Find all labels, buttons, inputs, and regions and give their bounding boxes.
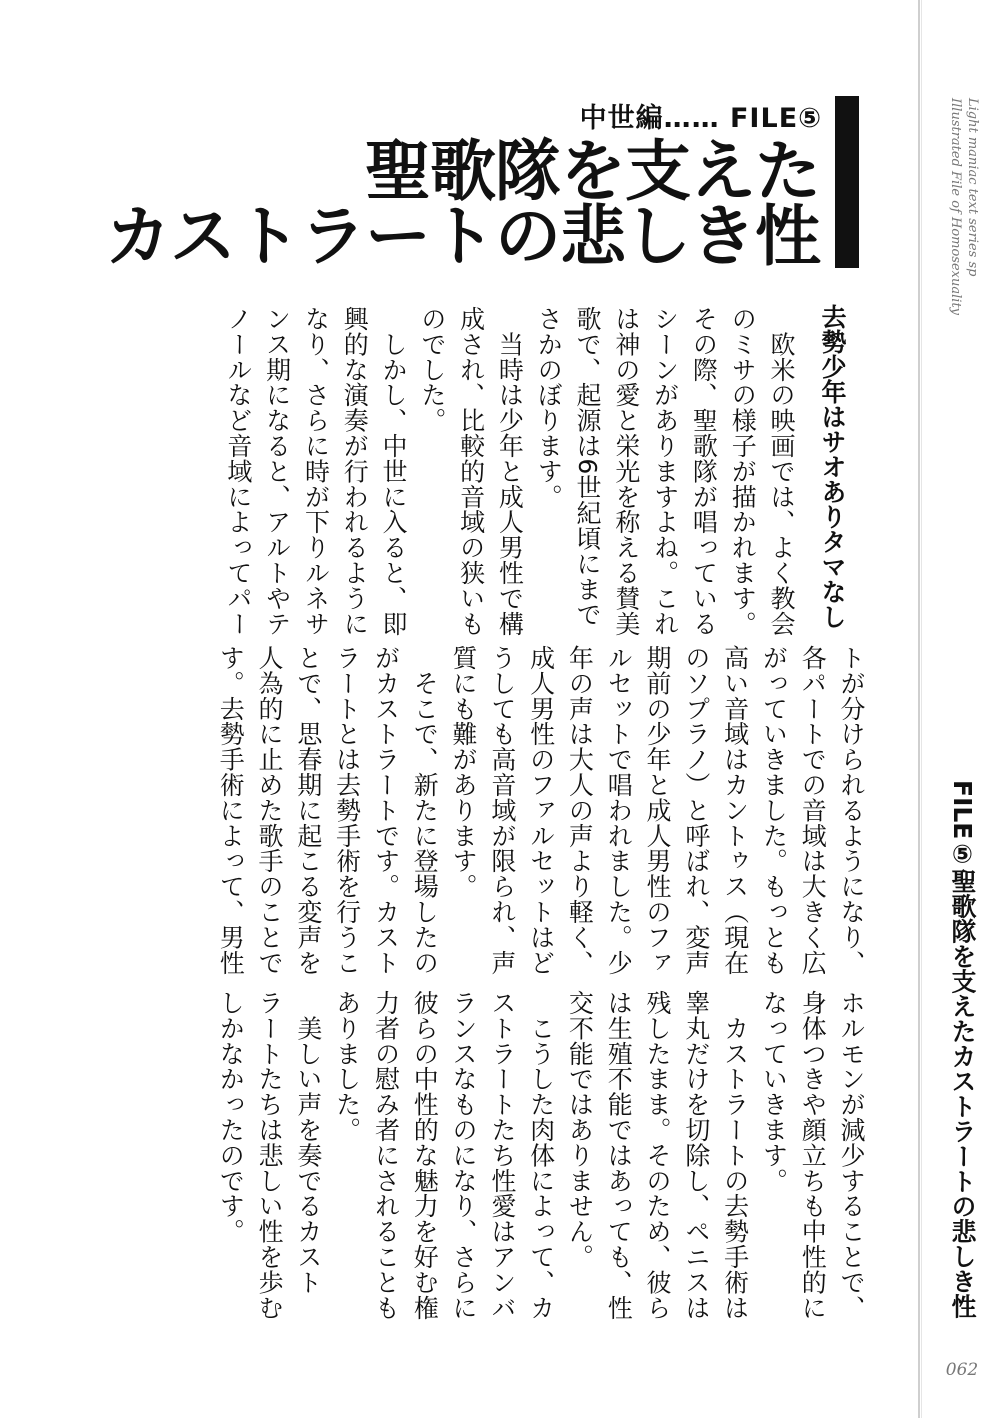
body-line: 質にも難があります。 — [449, 645, 479, 899]
article-subheading: 去勢少年はサオありタマなし — [818, 304, 847, 629]
body-line: 成され、比較的音域の狭いも — [456, 306, 486, 637]
body-line: そこで、新たに登場したの — [410, 645, 440, 976]
body-line: ノールなど音域によってパー — [223, 306, 253, 637]
body-line: 交不能ではありません。 — [565, 990, 595, 1270]
running-title: FILE⑤聖歌隊を支えたカストラートの悲しき性 — [948, 780, 977, 1319]
body-line: うしても高音域が限られ、声 — [487, 645, 517, 976]
page-number: 062 — [945, 1360, 979, 1380]
body-line: がカストラートです。カスト — [371, 645, 401, 976]
body-line: とで、思春期に起こる変声を — [293, 645, 323, 976]
body-line: ンス期になると、アルトやテ — [262, 306, 292, 637]
body-line: しかし、中世に入ると、即 — [379, 306, 409, 637]
body-line: シーンがありますよね。これ — [650, 306, 680, 637]
series-credit — [943, 98, 981, 428]
body-text-block-1 — [100, 306, 800, 646]
body-line: ありました。 — [332, 990, 362, 1143]
body-line: 彼らの中性的な魅力を好む権 — [410, 990, 440, 1321]
body-line: 美しい声を奏でるカスト — [293, 990, 323, 1295]
body-text-block-3 — [100, 990, 870, 1330]
body-line: 睾丸だけを切除し、ペニスは — [681, 990, 711, 1321]
body-line: 人為的に止めた歌手のことで — [255, 645, 285, 976]
body-line: こうした肉体によって、カ — [526, 990, 556, 1321]
series-credit-line: Illustrated File of Homosexuality — [948, 98, 963, 316]
body-line: 当時は少年と成人男性で構 — [495, 306, 525, 637]
body-line: さかのぼります。 — [534, 306, 564, 510]
body-line: カストラートの去勢手術は — [720, 990, 750, 1321]
body-line: のでした。 — [417, 306, 447, 433]
body-line: 残したまま。そのため、彼ら — [643, 990, 673, 1321]
body-text-block-2 — [100, 645, 870, 980]
body-line: 歌で、起源は6世紀頃にまで — [573, 306, 603, 628]
body-line: 興的な演奏が行われるように — [340, 306, 370, 637]
title-accent-bar — [835, 96, 859, 268]
margin-rule — [918, 0, 920, 1418]
body-line: ルセットで唱われました。少 — [604, 645, 634, 976]
body-line: その際、聖歌隊が唱っている — [689, 306, 719, 637]
body-line: ラートたちは悲しい性を歩む — [255, 990, 285, 1321]
section-kicker: 中世編…… FILE⑤ — [579, 103, 822, 134]
page-title-line-1: 聖歌隊を支えた — [365, 133, 820, 210]
body-line: ラートとは去勢手術を行うこ — [332, 645, 362, 976]
body-line: がっていきました。もっとも — [759, 645, 789, 976]
body-line: のミサの様子が描かれます。 — [728, 306, 758, 637]
body-line: しかなかったのです。 — [216, 990, 246, 1244]
body-line: なり、さらに時が下りルネサ — [301, 306, 331, 637]
body-line: ホルモンが減少することで、 — [837, 990, 866, 1321]
body-line: ストラートたち性愛はアンバ — [487, 990, 517, 1321]
body-line: なっていきます。 — [759, 990, 789, 1194]
body-line: トが分けられるようになり、 — [837, 645, 866, 976]
body-line: 各パートでの音域は大きく広 — [798, 645, 828, 976]
body-line: す。去勢手術によって、男性 — [216, 645, 246, 976]
body-line: は生殖不能ではあっても、性 — [604, 990, 634, 1321]
body-line: のソプラノ）と呼ばれ、変声 — [681, 645, 711, 976]
body-line: 期前の少年と成人男性のファ — [643, 645, 673, 976]
body-line: 力者の慰み者にされることも — [371, 990, 401, 1321]
body-line: ランスなものになり、さらに — [449, 990, 479, 1321]
body-line: 欧米の映画では、よく教会 — [767, 306, 796, 637]
margin-rule-inner — [921, 0, 922, 1418]
body-line: 成人男性のファルセットはど — [526, 645, 556, 976]
body-line: 高い音域はカントゥス（現在 — [720, 645, 750, 976]
body-line: 年の声は大人の声より軽く、 — [565, 645, 595, 976]
page-title-line-2: カストラートの悲しき性 — [105, 198, 820, 275]
body-line: は神の愛と栄光を称える賛美 — [611, 306, 641, 637]
series-credit-line: Light maniac text series sp — [965, 98, 980, 277]
body-line: 身体つきや顔立ちも中性的に — [798, 990, 828, 1321]
